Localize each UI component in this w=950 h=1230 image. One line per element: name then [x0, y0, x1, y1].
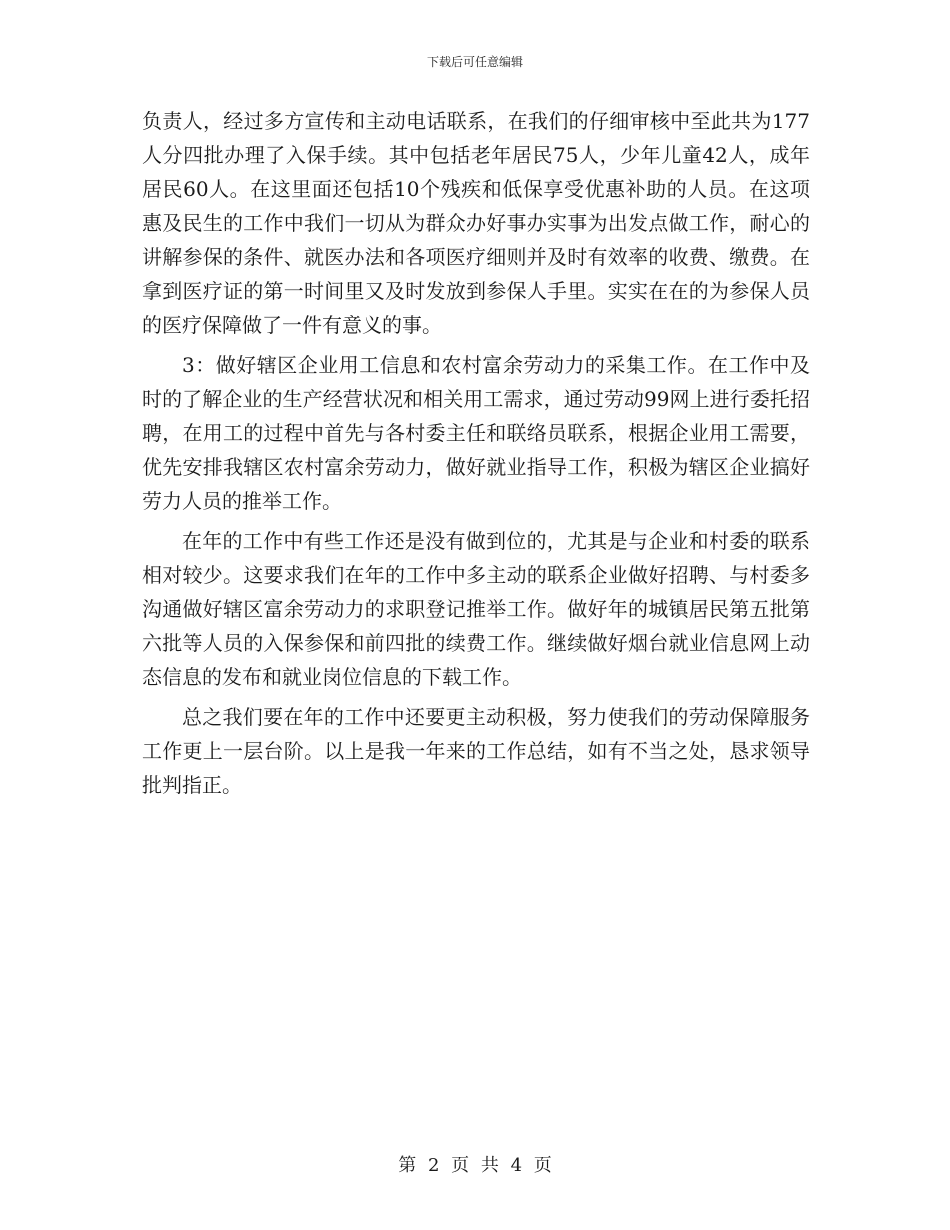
- paragraph-item-3: 3：做好辖区企业用工信息和农村富余劳动力的采集工作。在工作中及时的了解企业的生产经营状况和相关用工需求，通过劳动99网上进行委托招聘，在用工的过程中首先与各村委主任和联络员联系，根据企业用工需要，优先安排我辖区农村富余劳动力，做好就业指导工作，积极为辖区企业搞好劳力人员的推举工作。: [142, 353, 810, 513]
- page-header: 下载后可任意编辑: [426, 55, 523, 69]
- page-number: 第 2 页 共 4 页: [398, 1155, 552, 1176]
- paragraph-conclusion: 总之我们要在年的工作中还要更主动积极，努力使我们的劳动保障服务工作更上一层台阶。以上是我一年来的工作总结，如有不当之处，恳求领导批判指正。: [142, 705, 810, 797]
- paragraph-shortcomings: 在年的工作中有些工作还是没有做到位的，尤其是与企业和村委的联系相对较少。这要求我们在年的工作中多主动的联系企业做好招聘、与村委多沟通做好辖区富余劳动力的求职登记推举工作。做好年的城镇居民第五批第六批等人员的入保参保和前四批的续费工作。继续做好烟台就业信息网上动态信息的发布和就业岗位信息的下载工作。: [142, 529, 810, 689]
- document-body: [142, 104, 810, 808]
- paragraph-continued: 负责人，经过多方宣传和主动电话联系，在我们的仔细审核中至此共为177人分四批办理了入保手续。其中包括老年居民75人，少年儿童42人，成年居民60人。在这里面还包括10个残疾和低保享受优惠补助的人员。在这项惠及民生的工作中我们一切从为群众办好事办实事为出发点做工作，耐心的讲解参保的条件、就医办法和各项医疗细则并及时有效率的收费、缴费。在拿到医疗证的第一时间里又及时发放到参保人手里。实实在在的为参保人员的医疗保障做了一件有意义的事。: [142, 109, 810, 337]
